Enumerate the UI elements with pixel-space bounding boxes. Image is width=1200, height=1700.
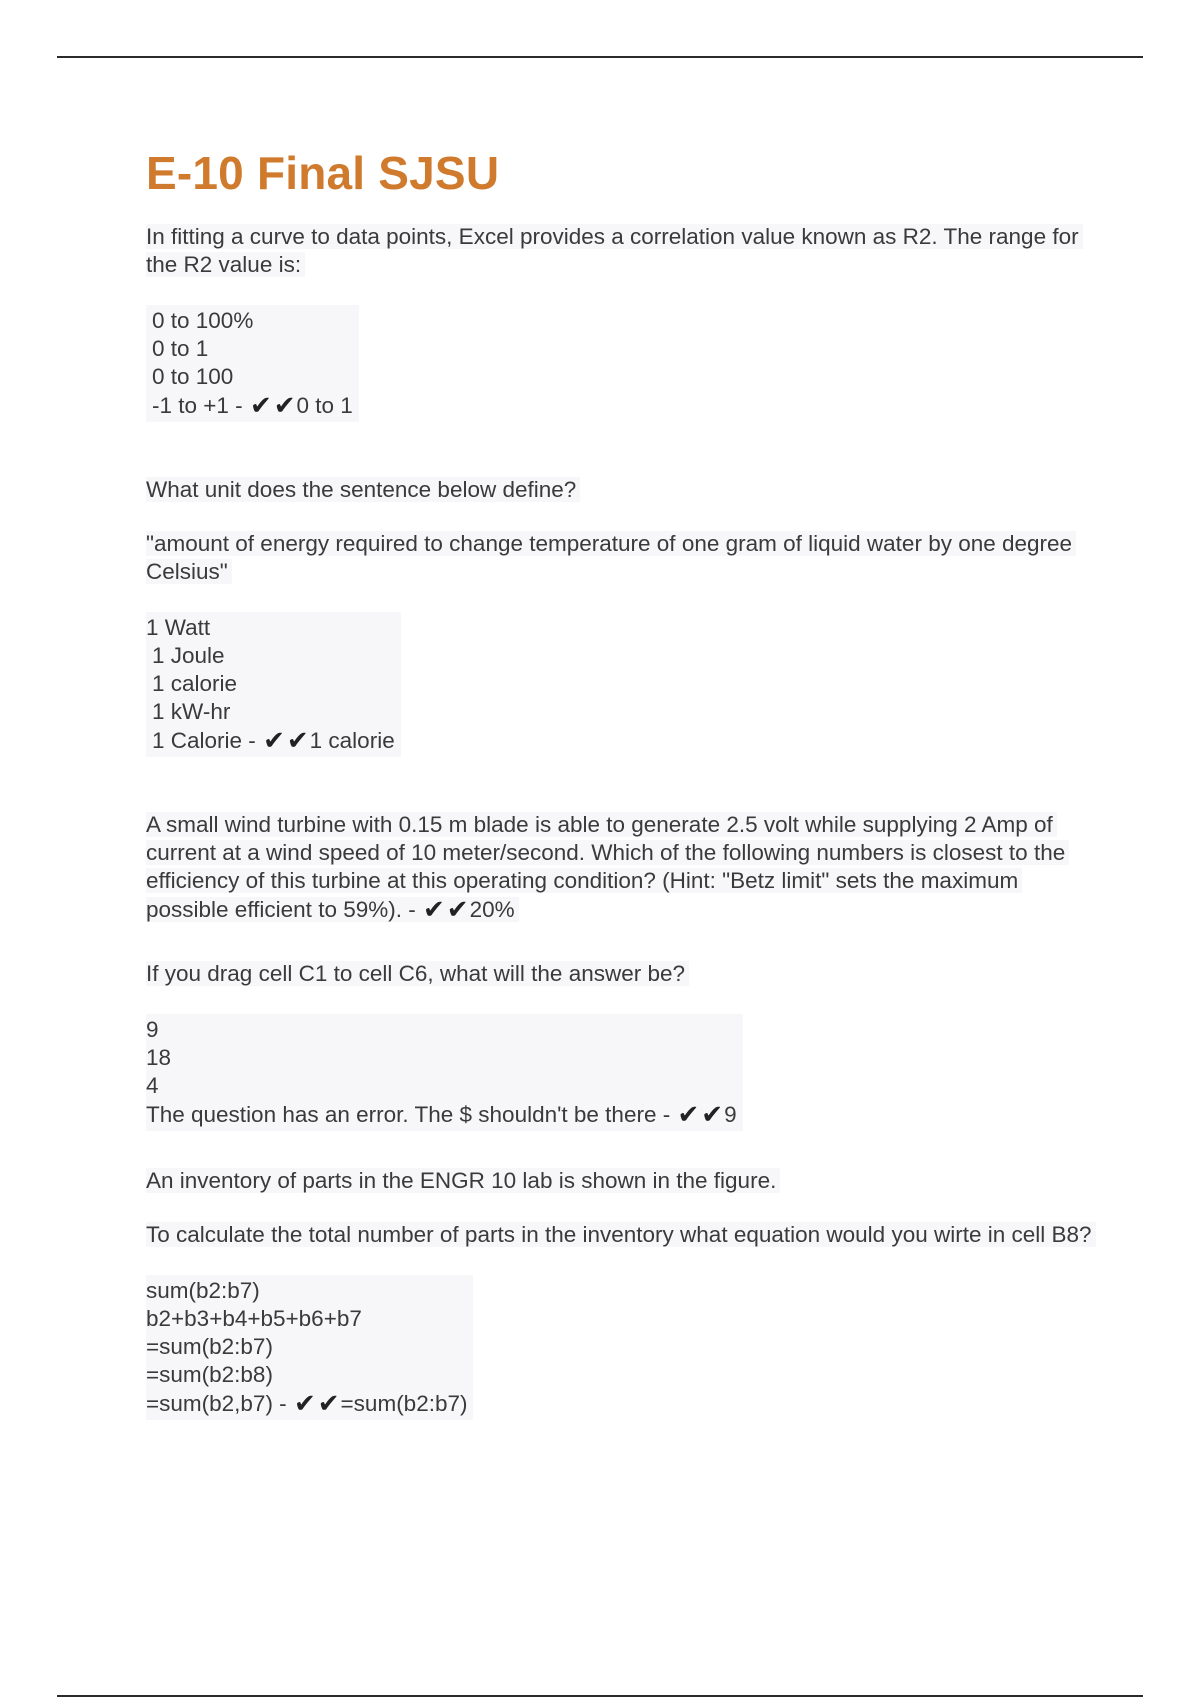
option-with-answer — [146, 726, 395, 755]
page-title: E-10 Final SJSU — [146, 147, 500, 199]
check-icon: ✔ — [273, 390, 296, 420]
correct-answer: 9 — [724, 1102, 737, 1127]
option: sum(b2:b7) — [146, 1278, 260, 1303]
correct-answer: 0 to 1 — [296, 393, 353, 418]
check-icon: ✔ — [677, 1099, 700, 1129]
option: 1 Calorie - — [152, 728, 256, 753]
option: 1 calorie — [152, 671, 238, 696]
option: b2+b3+b4+b5+b6+b7 — [146, 1306, 362, 1331]
check-icon: ✔ — [293, 1388, 316, 1418]
option: 1 kW-hr — [152, 699, 231, 724]
header-rule — [57, 56, 1143, 58]
option: =sum(b2:b7) — [146, 1334, 273, 1359]
answer-options — [146, 612, 401, 757]
question-5 — [146, 1167, 1106, 1420]
correct-answer: 20% — [469, 897, 515, 922]
answer-options — [146, 1275, 473, 1420]
check-icon: ✔ — [249, 390, 272, 420]
footer-rule — [57, 1695, 1143, 1697]
option: 1 Watt — [146, 615, 211, 640]
option: The question has an error. The $ shouldn't be there - — [146, 1102, 671, 1127]
question-2 — [146, 476, 1106, 757]
option: =sum(b2:b8) — [146, 1362, 273, 1387]
answer-options — [146, 1014, 743, 1131]
question-text: In fitting a curve to data points, Excel provides a correlation value known as R2. The range for the R2 value is: — [146, 224, 1083, 277]
option: =sum(b2,b7) - — [146, 1391, 287, 1416]
option-with-answer — [146, 1100, 737, 1129]
option: 9 — [146, 1017, 159, 1042]
question-1 — [146, 223, 1106, 422]
check-icon: ✔ — [286, 725, 309, 755]
check-icon: ✔ — [263, 725, 285, 755]
check-icon: ✔ — [701, 1099, 724, 1129]
option-with-answer — [152, 391, 353, 420]
option: 0 to 100 — [152, 364, 234, 389]
quoted-definition: "amount of energy required to change temperature of one gram of liquid water by one degree Celsius" — [146, 531, 1076, 584]
question-3 — [146, 811, 1106, 924]
option: -1 to +1 - — [152, 393, 243, 418]
check-icon: ✔ — [423, 894, 445, 924]
option-with-answer — [146, 1389, 467, 1418]
question-intro: An inventory of parts in the ENGR 10 lab is shown in the figure. — [146, 1168, 780, 1193]
question-text: What unit does the sentence below define? — [146, 477, 580, 502]
check-icon: ✔ — [317, 1388, 340, 1418]
option: 0 to 1 — [152, 336, 209, 361]
option: 4 — [146, 1073, 159, 1098]
option: 1 Joule — [152, 643, 225, 668]
question-text: If you drag cell C1 to cell C6, what will the answer be? — [146, 961, 689, 986]
question-text: To calculate the total number of parts in the inventory what equation would you wirte in cell B8? — [146, 1222, 1096, 1247]
question-text: A small wind turbine with 0.15 m blade is able to generate 2.5 volt while supplying 2 Amp of current at a wind speed of 10 meter/second. Which of the following numbers is closest to the efficiency of this turbine at this operating condition? (Hint: "Betz limit" sets the maximum possible efficient to 59%). - — [146, 812, 1066, 922]
check-icon: ✔ — [446, 894, 469, 924]
document-body — [146, 145, 1106, 1420]
option: 0 to 100% — [152, 308, 254, 333]
correct-answer: 1 calorie — [309, 728, 395, 753]
option: 18 — [146, 1045, 172, 1070]
correct-answer: =sum(b2:b7) — [340, 1391, 468, 1416]
question-4 — [146, 960, 1106, 1131]
answer-options — [146, 305, 359, 422]
